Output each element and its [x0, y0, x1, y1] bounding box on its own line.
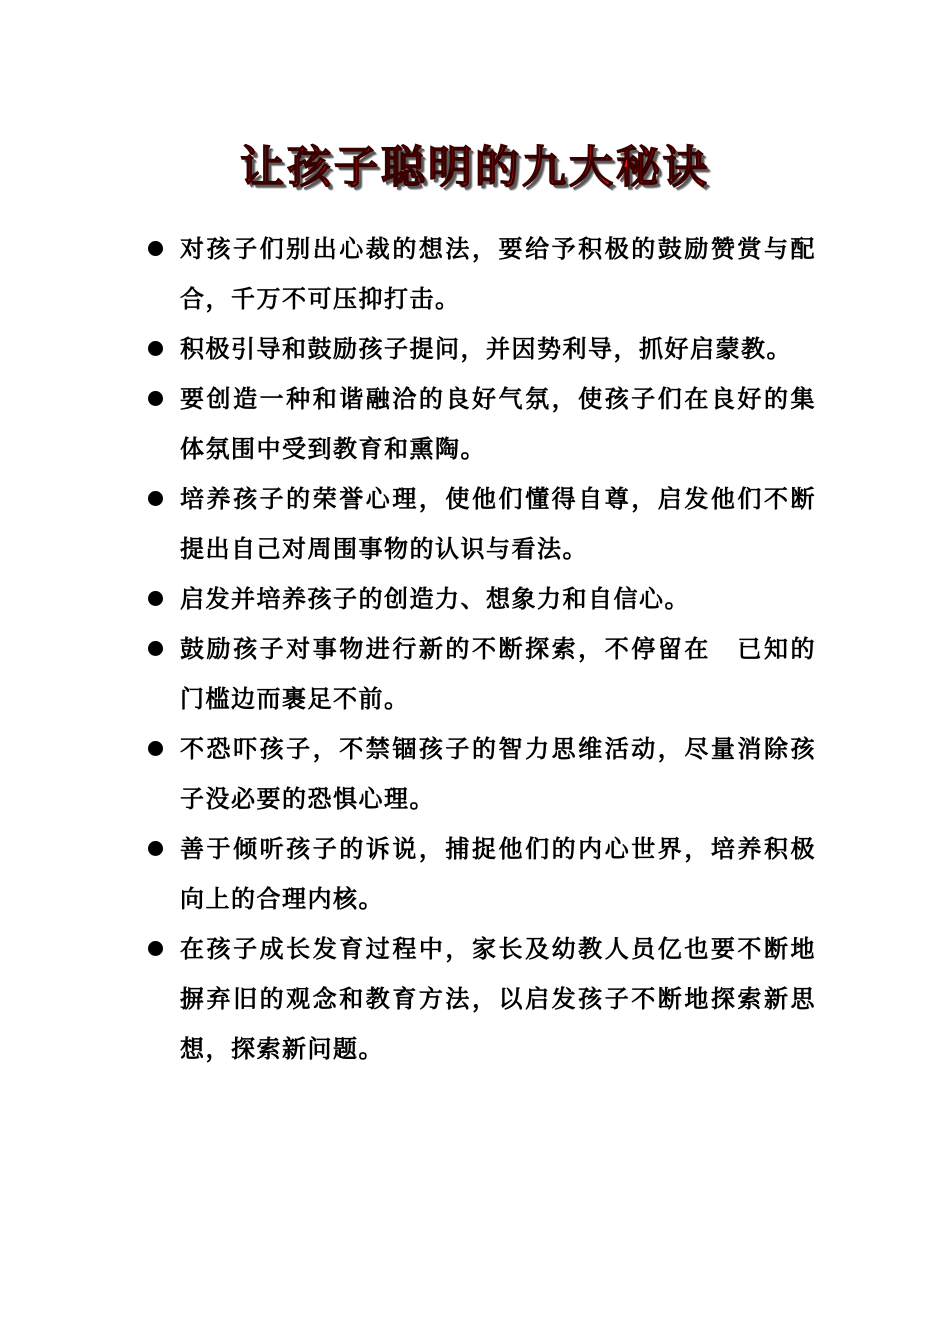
list-item: [144, 474, 816, 574]
list-item: [144, 324, 816, 374]
list-item: [144, 824, 816, 924]
list-item-text: 不恐吓孩子，不禁锢孩子的智力思维活动，尽量消除孩子没必要的恐惧心理。: [180, 734, 816, 813]
bullet-icon: [148, 591, 163, 606]
list-item: [144, 574, 816, 624]
list-item-text: 启发并培养孩子的创造力、想象力和自信心。: [180, 584, 690, 613]
list-item: [144, 224, 816, 324]
list-item-text: 在孩子成长发育过程中，家长及幼教人员亿也要不断地摒弃旧的观念和教育方法，以启发孩子不断地探索新思想，探索新问题。: [180, 934, 816, 1063]
tips-list: [144, 224, 816, 1074]
list-item-text: 鼓励孩子对事物进行新的不断探索，不停留在 已知的门槛边而裹足不前。: [180, 634, 816, 713]
list-item-text: 积极引导和鼓励孩子提问，并因势利导，抓好启蒙教。: [180, 334, 792, 363]
bullet-icon: [148, 491, 163, 506]
list-item: [144, 924, 816, 1074]
bullet-icon: [148, 341, 163, 356]
bullet-icon: [148, 391, 163, 406]
list-item: [144, 724, 816, 824]
list-item-text: 培养孩子的荣誉心理，使他们懂得自尊，启发他们不断提出自己对周围事物的认识与看法。: [180, 484, 816, 563]
bullet-icon: [148, 941, 163, 956]
list-item: [144, 624, 816, 724]
bullet-icon: [148, 641, 163, 656]
bullet-icon: [148, 841, 163, 856]
bullet-icon: [148, 741, 163, 756]
list-item: [144, 374, 816, 474]
list-item-text: 要创造一种和谐融洽的良好气氛，使孩子们在良好的集体氛围中受到教育和熏陶。: [180, 384, 816, 463]
list-item-text: 善于倾听孩子的诉说，捕捉他们的内心世界，培养积极向上的合理内核。: [180, 834, 816, 913]
bullet-icon: [148, 241, 163, 256]
list-item-text: 对孩子们别出心裁的想法，要给予积极的鼓励赞赏与配合，千万不可压抑打击。: [180, 234, 816, 313]
page-title: 让孩子聪明的九大秘诀: [240, 142, 710, 193]
